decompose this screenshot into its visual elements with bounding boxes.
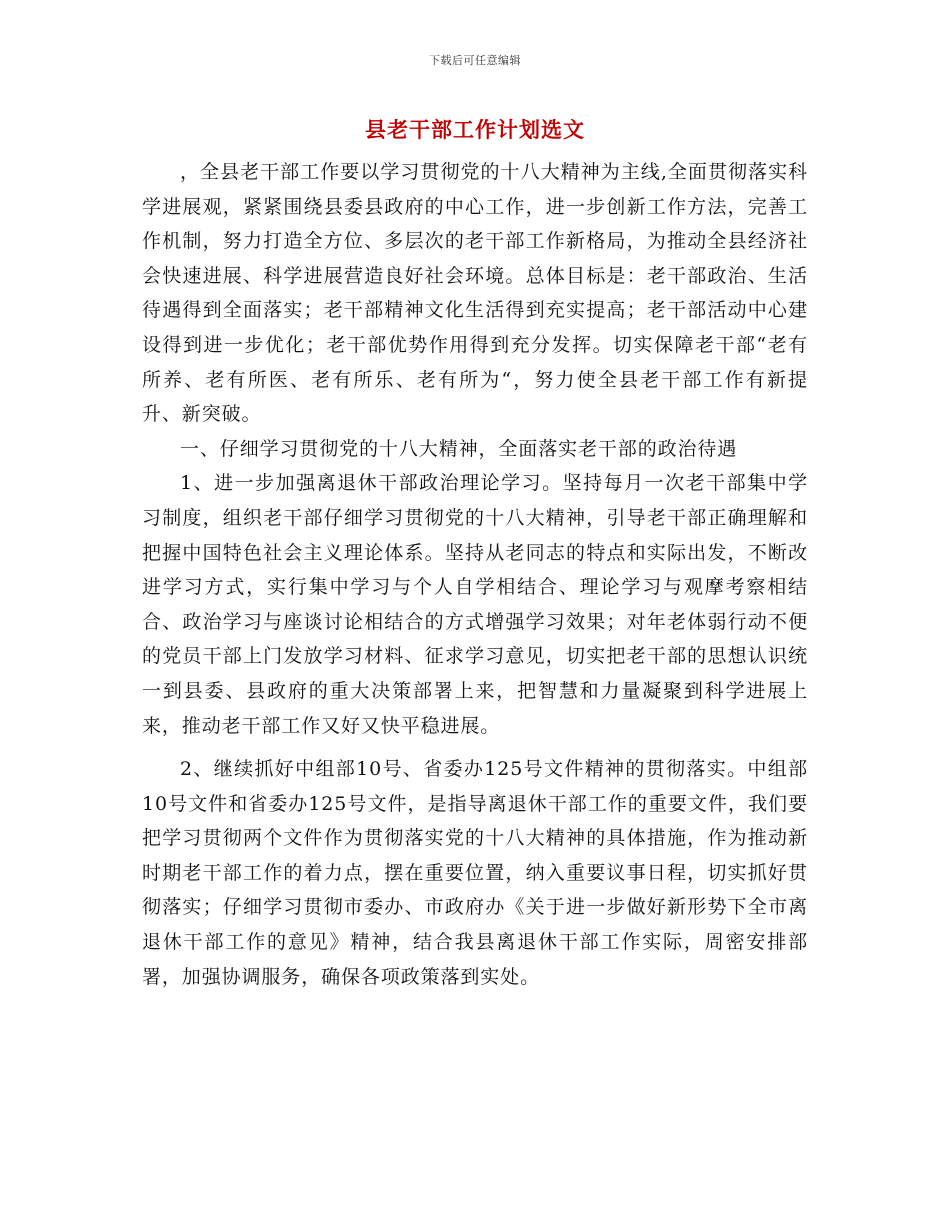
section-heading-1: 一、仔细学习贯彻党的十八大精神，全面落实老干部的政治待遇 <box>180 437 738 460</box>
paragraph-item-2: 2、继续抓好中组部10号、省委办125号文件精神的贯彻落实。中组部10号文件和省委办125号文件，是指导离退休干部工作的重要文件，我们要把学习贯彻两个文件作为贯彻落实党的十八大精神的具体措施，作为推动新时期老干部工作的着力点，摆在重要位置，纳入重要议事日程，切实抓好贯彻落实；仔细学习贯彻市委办、市政府办《关于进一步做好新形势下全市离退休干部工作的意见》精神，结合我县离退休干部工作实际，周密安排部署，加强协调服务，确保各项政策落到实处。 <box>142 758 808 988</box>
paragraph-item-1: 1、进一步加强离退休干部政治理论学习。坚持每月一次老干部集中学习制度，组织老干部仔细学习贯彻党的十八大精神，引导老干部正确理解和把握中国特色社会主义理论体系。坚持从老同志的特点和实际出发，不断改进学习方式，实行集中学习与个人自学相结合、理论学习与观摩考察相结合、政治学习与座谈讨论相结合的方式增强学习效果；对年老体弱行动不便的党员干部上门发放学习材料、征求学习意见，切实把老干部的思想认识统一到县委、县政府的重大决策部署上来，把智慧和力量凝聚到科学进展上来，推动老干部工作又好又快平稳进展。 <box>142 472 808 737</box>
paragraph-intro: ，全县老干部工作要以学习贯彻党的十八大精神为主线,全面贯彻落实科学进展观，紧紧围绕县委县政府的中心工作，进一步创新工作方法，完善工作机制，努力打造全方位、多层次的老干部工作新格局，为推动全县经济社会快速进展、科学进展营造良好社会环境。总体目标是：老干部政治、生活待遇得到全面落实；老干部精神文化生活得到充实提高；老干部活动中心建设得到进一步优化；老干部优势作用得到充分发挥。切实保障老干部“老有所养、老有所医、老有所乐、老有所为“，努力使全县老干部工作有新提升、新突破。 <box>142 161 808 426</box>
document-body <box>142 155 808 994</box>
download-note: 下载后可任意编辑 <box>429 54 521 67</box>
document-title: 县老干部工作计划选文 <box>365 117 585 142</box>
